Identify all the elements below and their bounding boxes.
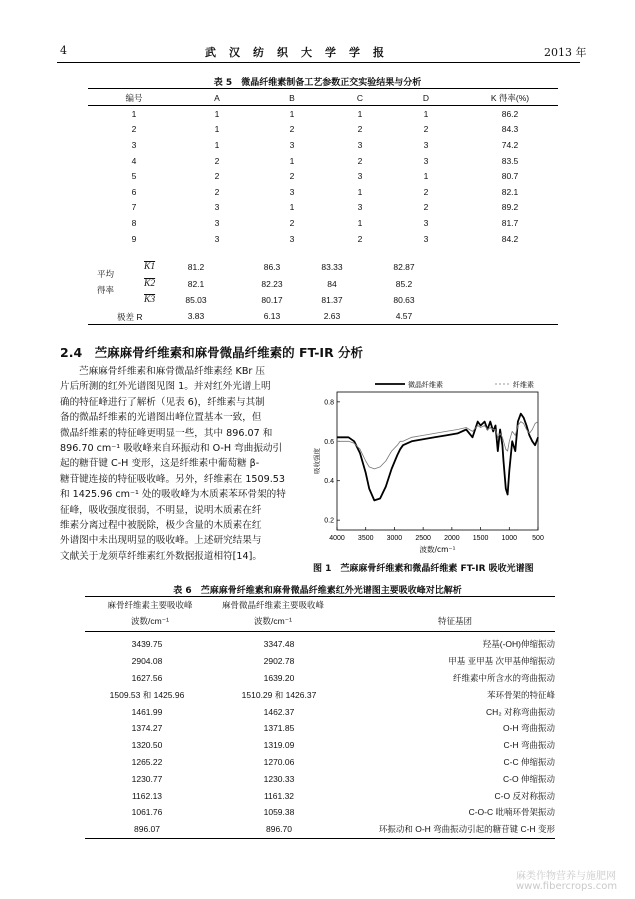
table6-col3-h: 特征基团 bbox=[437, 616, 472, 626]
x-tick-label: 2000 bbox=[444, 535, 460, 542]
table6-cell: O-H 弯曲振动 bbox=[503, 723, 555, 734]
table6-cell: 1320.50 bbox=[131, 740, 163, 751]
y-tick-label: 0.2 bbox=[324, 517, 334, 525]
table5-cell: 1 bbox=[423, 108, 429, 119]
paragraph-line: 和 1425.96 cm⁻¹ 处的吸收峰为木质素苯环骨架的特 bbox=[60, 489, 286, 501]
paragraph-line: 糖苷键连接的特征吸收峰。另外，纤维素在 1509.53 bbox=[60, 473, 286, 485]
table5-cell: 3 bbox=[214, 217, 220, 228]
table6-cell: 1371.85 bbox=[263, 723, 295, 734]
table6-row bbox=[85, 821, 555, 838]
avg-value: 84 bbox=[327, 278, 337, 289]
table5-cell: 3 bbox=[423, 155, 429, 166]
table5-cell: 1 bbox=[357, 217, 363, 228]
table6-bottom-rule bbox=[85, 838, 555, 839]
table5-cell: 3 bbox=[357, 139, 363, 150]
y-tick-label: 0.6 bbox=[324, 438, 334, 446]
table6-cell: 1639.20 bbox=[263, 672, 295, 683]
table6-cell: 2904.08 bbox=[131, 656, 163, 667]
table6-row bbox=[85, 670, 555, 687]
table6-body bbox=[85, 636, 555, 838]
table5-cell: 6 bbox=[131, 186, 137, 197]
table5-cell: 1 bbox=[289, 202, 295, 213]
table6-cell: C-C 伸缩振动 bbox=[503, 756, 555, 767]
table6-cell: 1374.27 bbox=[131, 723, 163, 734]
legend-label-mcc: 微晶纤维素 bbox=[408, 381, 443, 389]
table5-cell: 86.2 bbox=[501, 108, 519, 119]
series-line-cellulose bbox=[337, 422, 538, 469]
table6-cell: 1061.76 bbox=[131, 807, 163, 818]
journal-title: 武汉纺织大学学报 bbox=[205, 46, 397, 59]
avg-value: 82.1 bbox=[187, 278, 205, 289]
table5-cell: 2 bbox=[423, 186, 429, 197]
table5-row bbox=[88, 153, 558, 169]
table5-cell: 5 bbox=[131, 171, 137, 182]
table5-cell: 80.7 bbox=[501, 171, 519, 182]
table5-avg-label-2: 得率 bbox=[97, 285, 115, 295]
table5-row bbox=[88, 184, 558, 200]
table6-cell: 1162.13 bbox=[131, 790, 163, 801]
table5-cell: 3 bbox=[423, 139, 429, 150]
table6-cell: 1461.99 bbox=[131, 706, 163, 717]
table6-cell: 纤维素中所含水的弯曲振动 bbox=[452, 672, 555, 683]
table6-cell: 2902.78 bbox=[263, 656, 295, 667]
section-paragraph bbox=[60, 364, 297, 564]
series-line-mcc bbox=[337, 414, 538, 501]
table5-cell: 2 bbox=[214, 186, 220, 197]
table5-row bbox=[88, 231, 558, 247]
avg-value: 85.2 bbox=[395, 278, 413, 289]
table5-cell: 1 bbox=[357, 186, 363, 197]
table5-cell: 3 bbox=[289, 186, 295, 197]
table5-cell: 3 bbox=[214, 233, 220, 244]
table5-body bbox=[88, 106, 558, 246]
x-tick-label: 500 bbox=[532, 535, 544, 542]
table5-cell: 89.2 bbox=[501, 202, 519, 213]
range-value: 2.63 bbox=[323, 311, 341, 321]
table6-cell: 1230.33 bbox=[263, 773, 295, 784]
table5-cell: 1 bbox=[289, 108, 295, 119]
table5-header-row bbox=[88, 90, 558, 106]
avg-k-label: K3 bbox=[144, 295, 156, 305]
table5-caption: 表 5 微晶纤维素制备工艺参数正交实验结果与分析 bbox=[213, 78, 422, 88]
paragraph-line: 确的特征峰进行了解析（见表 6)，纤维素与其制 bbox=[60, 396, 265, 408]
y-tick-label: 0.4 bbox=[324, 478, 334, 486]
table6-cell: CH₂ 对称弯曲振动 bbox=[486, 706, 555, 717]
table6-row bbox=[85, 737, 555, 754]
table5-cell: 3 bbox=[289, 139, 295, 150]
table5-header-k: K 得率(%) bbox=[490, 93, 530, 103]
table6-row bbox=[85, 770, 555, 787]
avg-k-label: K1 bbox=[144, 262, 156, 272]
section-heading: 2.4 苎麻麻骨纤维素和麻骨微晶纤维素的 FT-IR 分析 bbox=[60, 345, 364, 360]
table6-col2-h1: 麻骨微晶纤维素主要吸收峰 bbox=[221, 600, 324, 610]
table5-row bbox=[88, 122, 558, 138]
table6-row bbox=[85, 703, 555, 720]
table5-cell: 2 bbox=[423, 202, 429, 213]
plot-frame bbox=[337, 392, 538, 530]
table5-cell: 2 bbox=[357, 155, 363, 166]
table5-row bbox=[88, 137, 558, 153]
table6-cell: C-O-C 吡喃环骨架振动 bbox=[468, 807, 555, 818]
x-axis-label: 波数/cm⁻¹ bbox=[419, 545, 456, 554]
table5-cell: 3 bbox=[357, 202, 363, 213]
table5-cell: 1 bbox=[214, 108, 220, 119]
table5-header-b: B bbox=[289, 93, 295, 103]
table6-caption: 表 6 苎麻麻骨纤维素和麻骨微晶纤维素红外光谱图主要吸收峰对比解析 bbox=[173, 586, 462, 596]
table6-col1-h1: 麻骨纤维素主要吸收峰 bbox=[107, 600, 193, 610]
page-number: 4 bbox=[60, 44, 67, 57]
avg-value: 81.37 bbox=[321, 295, 343, 305]
table6-cell: 1230.77 bbox=[131, 773, 163, 784]
table6-row bbox=[85, 754, 555, 771]
table5-row bbox=[88, 200, 558, 216]
table5-bottom-rule bbox=[88, 324, 558, 325]
table5-cell: 2 bbox=[131, 124, 137, 135]
avg-value: 83.33 bbox=[321, 262, 343, 272]
avg-value: 85.03 bbox=[185, 295, 207, 305]
table5-cell: 84.3 bbox=[501, 124, 519, 135]
paragraph-line: 备的微晶纤维素的光谱图出峰位置基本一致，但 bbox=[60, 412, 262, 424]
table5-cell: 3 bbox=[423, 233, 429, 244]
table5-cell: 2 bbox=[214, 171, 220, 182]
x-tick-label: 1500 bbox=[472, 535, 489, 542]
avg-value: 82.87 bbox=[393, 262, 415, 272]
avg-k-label: K2 bbox=[144, 278, 156, 289]
table6-row bbox=[85, 636, 555, 653]
x-tick-label: 2500 bbox=[415, 535, 431, 542]
table6-cell: C-O 伸缩振动 bbox=[503, 773, 555, 784]
table5-cell: 3 bbox=[131, 139, 137, 150]
table6-cell: 3439.75 bbox=[131, 639, 163, 650]
table5-row bbox=[88, 215, 558, 231]
table5-cell: 81.7 bbox=[501, 217, 519, 228]
table6-cell: 1059.38 bbox=[263, 807, 295, 818]
avg-value: 81.2 bbox=[187, 262, 205, 272]
table5-row bbox=[88, 168, 558, 184]
table6-cell: 1270.06 bbox=[263, 756, 295, 767]
table5-header-no: 编号 bbox=[125, 93, 143, 103]
x-tick-label: 4000 bbox=[329, 535, 345, 542]
table5 bbox=[88, 90, 558, 246]
table6-cell: 1319.09 bbox=[263, 740, 295, 751]
table5-cell: 2 bbox=[289, 217, 295, 228]
table6-row bbox=[85, 686, 555, 703]
watermark-site-name: 麻类作物营养与施肥网 bbox=[516, 871, 616, 882]
table6-cell: 896.70 bbox=[266, 824, 292, 835]
paragraph-line: 起的糖苷键 C-H 变形，这是纤维素中葡萄糖 β- bbox=[60, 458, 260, 470]
table5-cell: 3 bbox=[214, 202, 220, 213]
table5-cell: 2 bbox=[214, 155, 220, 166]
table6-cell: 1161.32 bbox=[263, 790, 295, 801]
ftir-chart bbox=[305, 378, 555, 556]
table6-cell: 1265.22 bbox=[131, 756, 163, 767]
table5-header-d: D bbox=[422, 93, 430, 103]
table6-row bbox=[85, 720, 555, 737]
paragraph-line: 征峰，吸收强度很弱，不明显，说明木质素在纤 bbox=[60, 504, 262, 516]
paragraph-line: 文献关于龙须草纤维素红外数据报道相符[14]。 bbox=[60, 550, 262, 562]
table5-cell: 82.1 bbox=[501, 186, 519, 197]
table5-cell: 2 bbox=[289, 171, 295, 182]
table5-cell: 3 bbox=[289, 233, 295, 244]
table6-cell: 1627.56 bbox=[131, 672, 163, 683]
header-rule bbox=[57, 62, 580, 63]
table6-cell: 苯环骨架的特征峰 bbox=[486, 689, 555, 700]
y-tick-label: 0.8 bbox=[324, 399, 334, 407]
table5-cell: 83.5 bbox=[501, 155, 519, 166]
table5-top-rule bbox=[88, 88, 558, 89]
y-axis-label: 吸收强度 bbox=[313, 448, 321, 474]
legend-label-cellulose: 纤维素 bbox=[513, 381, 534, 389]
table6-row bbox=[85, 804, 555, 821]
x-tick-label: 3500 bbox=[357, 535, 374, 542]
paragraph-line: 外谱图中未出现明显的吸收峰。上述研究结果与 bbox=[60, 535, 262, 547]
table6-cell: 3347.48 bbox=[263, 639, 295, 650]
table6-cell: 1462.37 bbox=[263, 706, 295, 717]
table5-cell: 3 bbox=[423, 217, 429, 228]
table6-cell: 甲基 亚甲基 次甲基伸缩振动 bbox=[448, 656, 555, 667]
table5-cell: 2 bbox=[289, 124, 295, 135]
issue-year: 2013 年 bbox=[544, 46, 587, 59]
table6-cell: 羟基(-OH)伸缩振动 bbox=[482, 639, 555, 650]
table5-cell: 84.2 bbox=[501, 233, 519, 244]
table5-avg-label-1: 平均 bbox=[97, 269, 115, 279]
table6-top-rule bbox=[85, 596, 555, 597]
table5-cell: 8 bbox=[131, 217, 137, 228]
avg-value: 82.23 bbox=[261, 278, 283, 289]
table5-cell: 7 bbox=[131, 202, 137, 213]
table5-row bbox=[88, 106, 558, 122]
table6-row bbox=[85, 787, 555, 804]
paragraph-line: 片后所测的红外光谱图见图 1。并对红外光谱上明 bbox=[60, 381, 271, 393]
table5-cell: 2 bbox=[357, 124, 363, 135]
avg-value: 80.17 bbox=[261, 295, 283, 305]
table5-cell: 3 bbox=[357, 171, 363, 182]
table5-cell: 1 bbox=[423, 171, 429, 182]
table5-cell: 4 bbox=[131, 155, 137, 166]
avg-value: 80.63 bbox=[393, 295, 415, 305]
table6-cell: 896.07 bbox=[134, 824, 160, 835]
range-value: 3.83 bbox=[187, 311, 205, 321]
range-value: 4.57 bbox=[395, 311, 413, 321]
table5-cell: 1 bbox=[357, 108, 363, 119]
table6 bbox=[85, 636, 555, 838]
table6-cell: 环振动和 O-H 弯曲振动引起的糖苷键 C-H 变形 bbox=[378, 824, 555, 835]
paragraph-line: 维素分离过程中被脱除，极少含量的木质素在红 bbox=[60, 520, 262, 532]
paragraph-line: 896.70 cm⁻¹ 吸收峰来自环振动和 O-H 弯曲振动引 bbox=[60, 443, 283, 455]
table6-cell: C-O 反对称振动 bbox=[494, 790, 555, 801]
watermark-url: www.fibercrops.com bbox=[516, 881, 618, 892]
table5-cell: 2 bbox=[357, 233, 363, 244]
table5-header-c: C bbox=[356, 93, 364, 103]
x-tick-label: 1000 bbox=[501, 535, 518, 542]
table5-range-label: 极差 R bbox=[117, 312, 143, 322]
paragraph-line: 微晶纤维素的特征峰更明显一些，其中 896.07 和 bbox=[60, 427, 273, 439]
table5-cell: 1 bbox=[214, 124, 220, 135]
table6-cell: C-H 弯曲振动 bbox=[503, 740, 555, 751]
table6-cell: 1510.29 和 1426.37 bbox=[241, 689, 317, 700]
table5-cell: 2 bbox=[423, 124, 429, 135]
table5-cell: 1 bbox=[214, 139, 220, 150]
table5-cell: 1 bbox=[131, 108, 137, 119]
x-tick-label: 3000 bbox=[386, 535, 403, 542]
avg-value: 86.3 bbox=[263, 262, 281, 272]
table5-cell: 9 bbox=[131, 233, 137, 244]
paragraph-line: 苎麻麻骨纤维素和麻骨微晶纤维素经 KBr 压 bbox=[79, 366, 266, 377]
ftir-plot-area bbox=[312, 380, 544, 554]
range-value: 6.13 bbox=[263, 311, 281, 321]
table5-cell: 1 bbox=[289, 155, 295, 166]
table6-head-rule bbox=[85, 631, 555, 632]
table6-row bbox=[85, 653, 555, 670]
table6-col1-h2: 波数/cm⁻¹ bbox=[130, 616, 169, 626]
table5-header-a: A bbox=[214, 93, 220, 103]
figure1-caption: 图 1 苎麻麻骨纤维素和微晶纤维素 FT-IR 吸收光谱图 bbox=[313, 564, 534, 574]
table5-cell: 74.2 bbox=[501, 139, 519, 150]
table6-col2-h2: 波数/cm⁻¹ bbox=[253, 616, 292, 626]
table6-cell: 1509.53 和 1425.96 bbox=[109, 689, 185, 700]
